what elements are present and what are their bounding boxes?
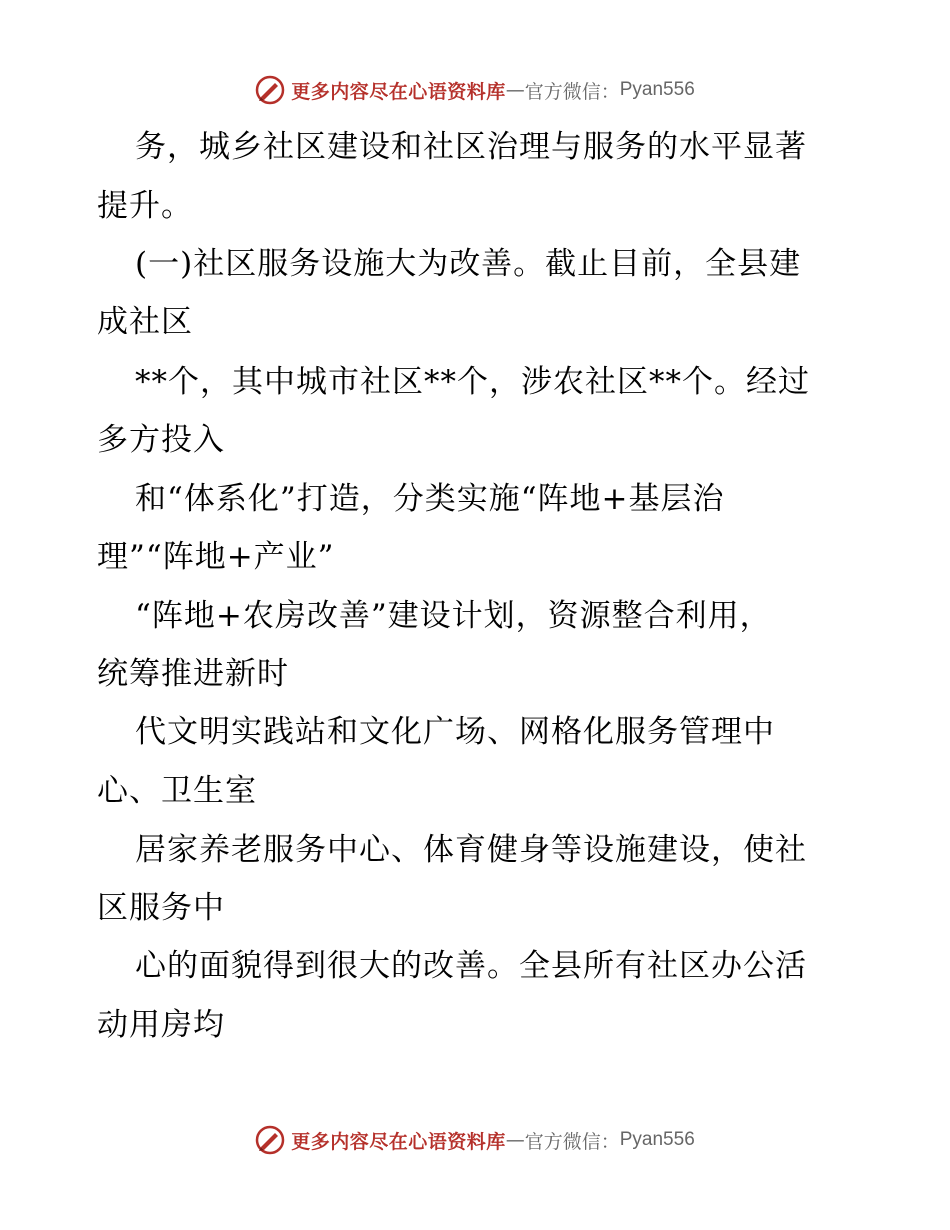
banner-dash: — <box>505 79 525 101</box>
banner-main-text: 更多内容尽在心语资料库 <box>291 80 506 103</box>
body-line: 理”“阵地+产业” <box>97 539 335 575</box>
banner-wechat-id: Pyan556 <box>619 1129 695 1150</box>
body-line: 代文明实践站和文化广场、网格化服务管理中 <box>135 714 775 750</box>
body-line: 心的面貌得到很大的改善。全县所有社区办公活 <box>135 948 807 984</box>
body-line: 居家养老服务中心、体育健身等设施建设，使社 <box>135 832 807 868</box>
body-line: 成社区 <box>97 304 193 340</box>
body-line: 统筹推进新时 <box>97 656 289 692</box>
body-line: 务，城乡社区建设和社区治理与服务的水平显著 <box>135 129 807 165</box>
footer-watermark-banner <box>0 1120 950 1160</box>
pen-logo-icon <box>255 1125 285 1155</box>
banner-wechat-label: 官方微信： <box>524 80 620 103</box>
body-line: 提升。 <box>97 188 193 224</box>
body-line: 和“体系化”打造，分类实施“阵地+基层治 <box>135 481 725 517</box>
pen-logo-icon <box>255 75 285 105</box>
body-line: 区服务中 <box>97 890 225 926</box>
body-line: 心、卫生室 <box>97 773 257 809</box>
body-line: (一)社区服务设施大为改善。截止目前，全县建 <box>135 246 802 282</box>
body-line: “阵地+农房改善”建设计划，资源整合利用， <box>135 598 772 634</box>
banner-wechat-label: 官方微信： <box>524 1130 620 1153</box>
banner-dash: — <box>505 1129 525 1151</box>
banner-wechat-id: Pyan556 <box>619 79 695 100</box>
body-line: 多方投入 <box>97 422 225 458</box>
banner-main-text: 更多内容尽在心语资料库 <box>291 1130 506 1153</box>
body-line: 动用房均 <box>97 1007 225 1043</box>
header-watermark-banner <box>0 70 950 110</box>
body-line: **个，其中城市社区**个，涉农社区**个。经过 <box>135 364 810 400</box>
